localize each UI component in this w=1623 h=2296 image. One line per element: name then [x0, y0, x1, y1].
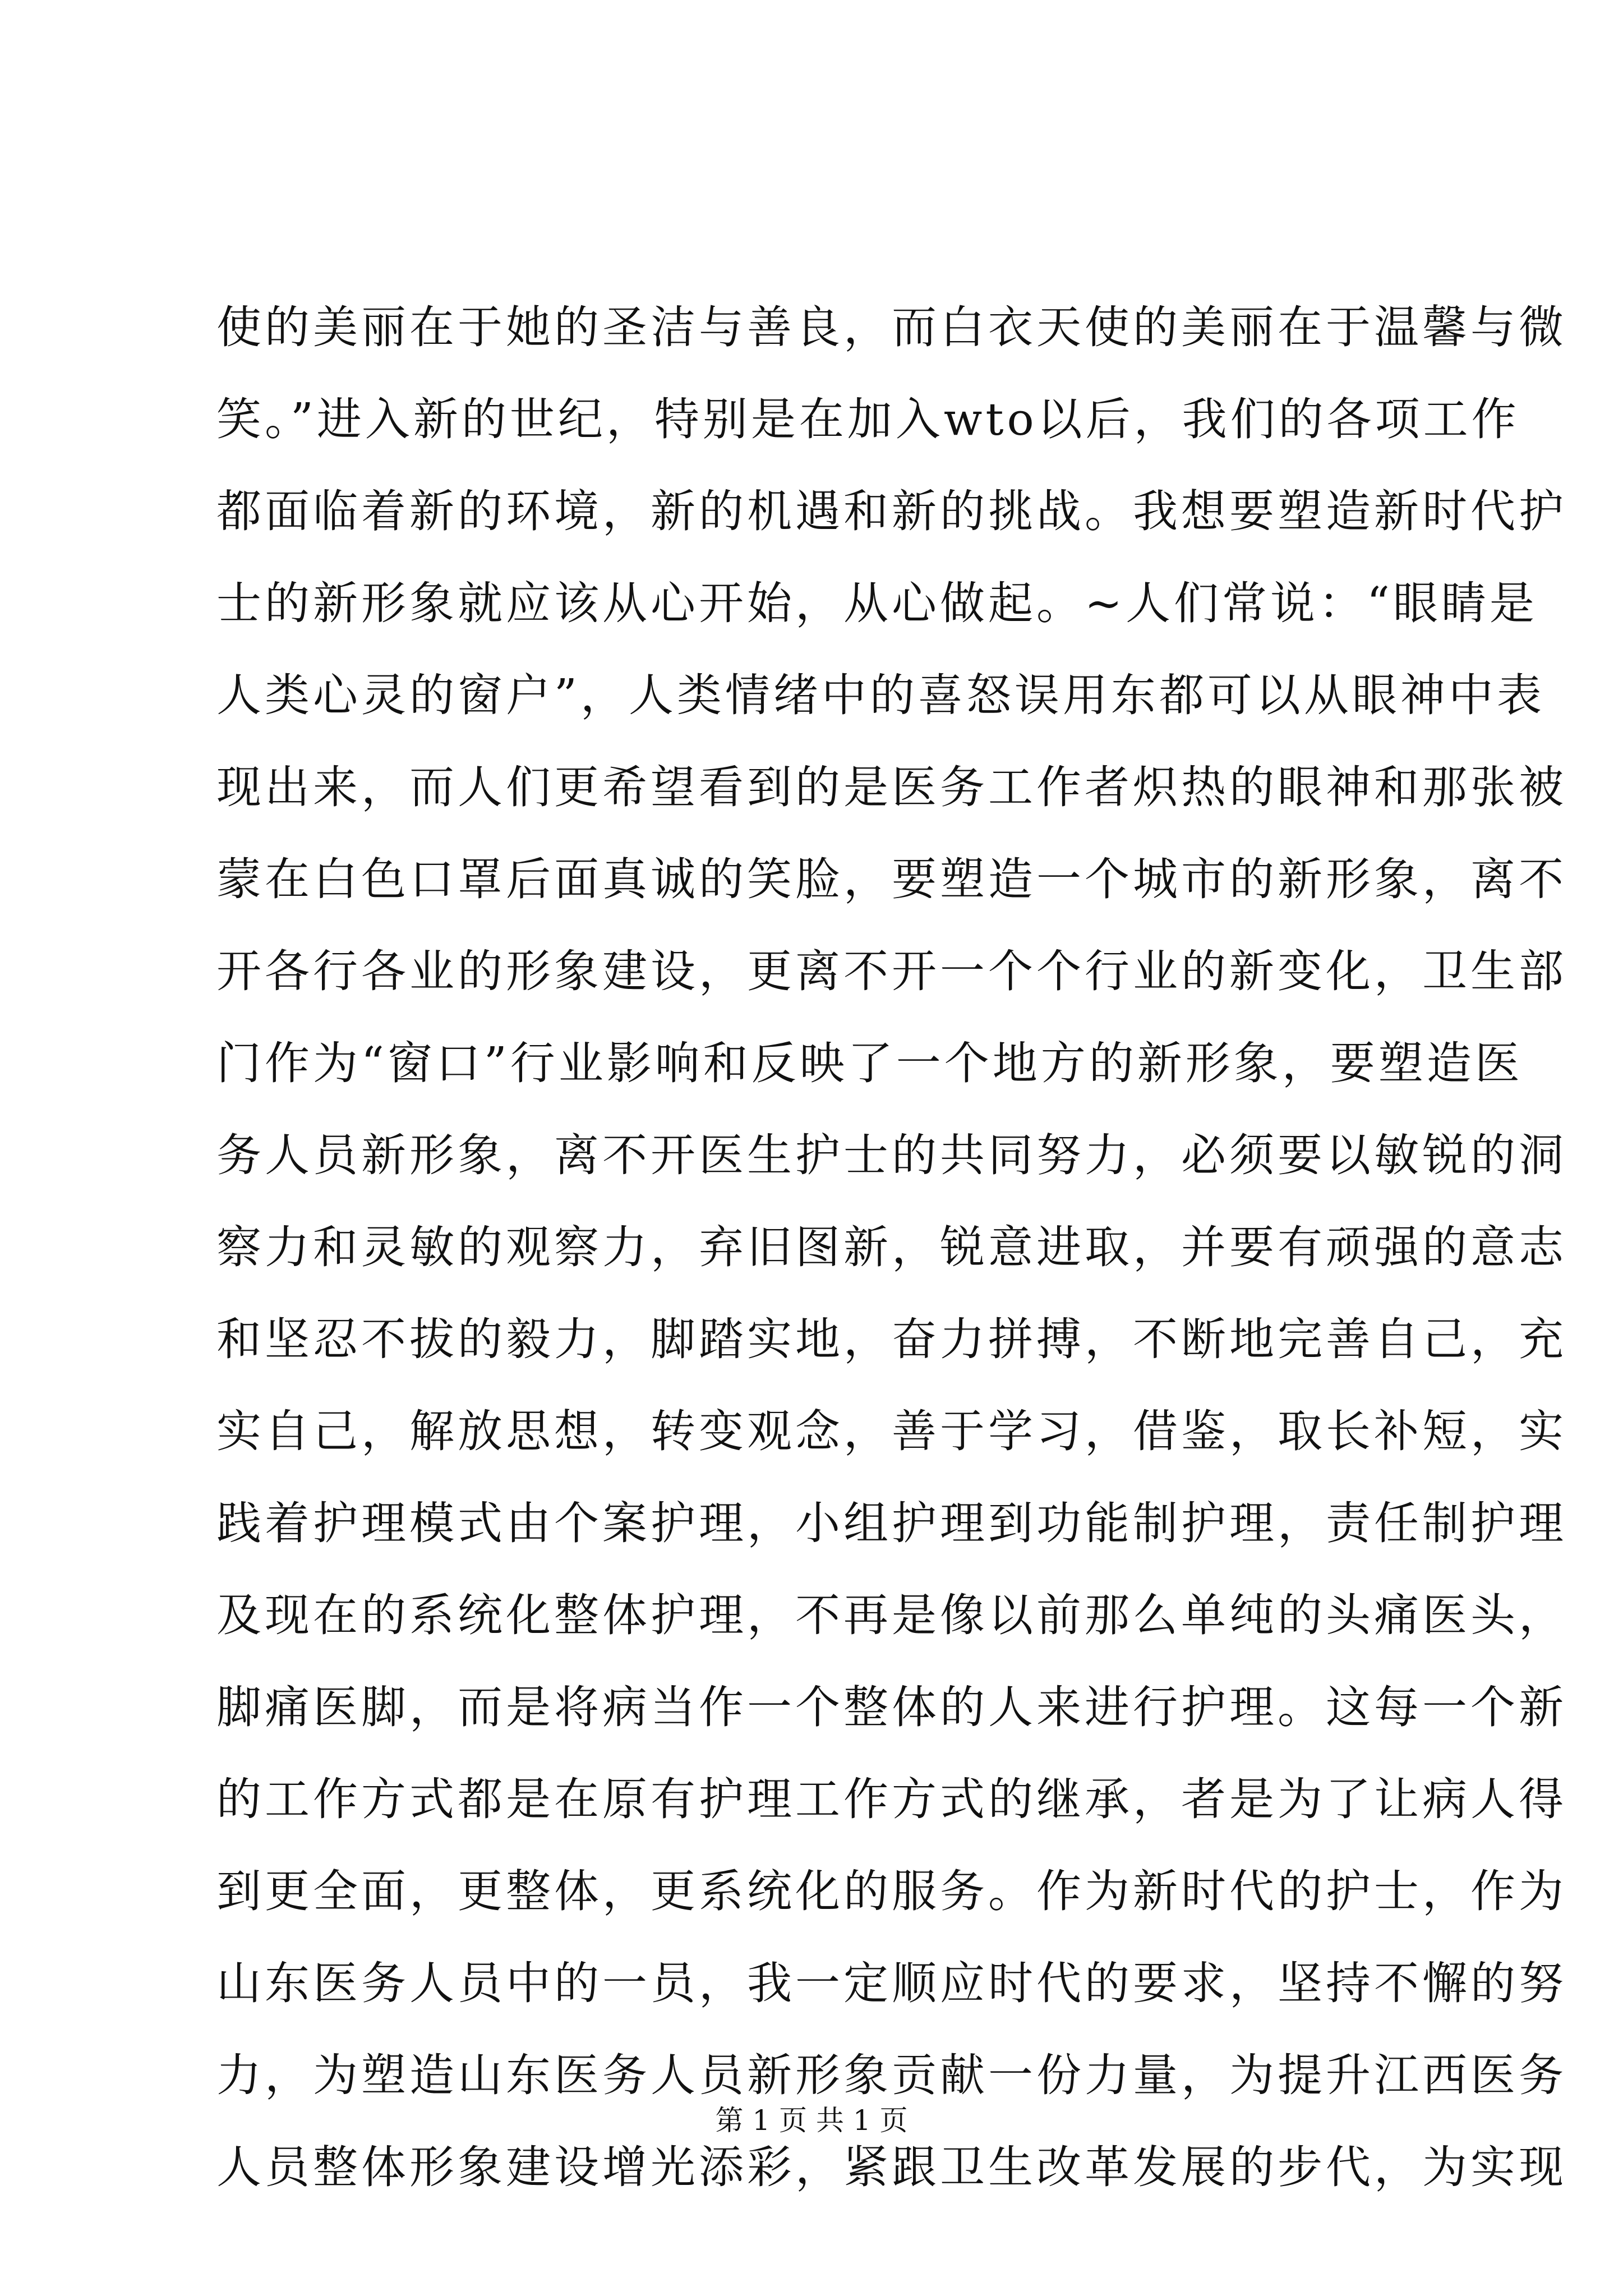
text-line: 使的美丽在于她的圣洁与善良，而白衣天使的美丽在于温馨与微: [216, 301, 1567, 353]
text-line: 山东医务人员中的一员，我一定顺应时代的要求，坚持不懈的努: [216, 1957, 1567, 2009]
text-line: 及现在的系统化整体护理，不再是像以前那么单纯的头痛医头，: [216, 1589, 1567, 1641]
text-line: 实自己，解放思想，转变观念，善于学习，借鉴，取长补短，实: [216, 1405, 1567, 1457]
text-line: 务人员新形象，离不开医生护士的共同努力，必须要以敏锐的洞: [216, 1129, 1567, 1181]
text-line: 人类心灵的窗户”，人类情绪中的喜怒误用东都可以从眼神中表: [216, 669, 1545, 721]
page-footer: [0, 2101, 1623, 2140]
text-line: 力，为塑造山东医务人员新形象贡献一份力量，为提升江西医务: [216, 2049, 1567, 2101]
text-line: 践着护理模式由个案护理，小组护理到功能制护理，责任制护理: [216, 1497, 1567, 1549]
text-line: 都面临着新的环境，新的机遇和新的挑战。我想要塑造新时代护: [216, 485, 1567, 537]
text-line: 脚痛医脚，而是将病当作一个整体的人来进行护理。这每一个新: [216, 1681, 1567, 1733]
text-line: 蒙在白色口罩后面真诚的笑脸，要塑造一个城市的新形象，离不: [216, 853, 1567, 905]
text-line: 士的新形象就应该从心开始，从心做起。~人们常说：“眼睛是: [216, 577, 1538, 629]
text-line: 现出来，而人们更希望看到的是医务工作者炽热的眼神和那张被: [216, 761, 1567, 813]
text-line: 和坚忍不拔的毅力，脚踏实地，奋力拼搏，不断地完善自己，充: [216, 1313, 1567, 1365]
text-line: 开各行各业的形象建设，更离不开一个个行业的新变化，卫生部: [216, 945, 1567, 997]
page-number-label: 第 1 页 共 1 页: [715, 2104, 908, 2137]
text-line: 人员整体形象建设增光添彩，紧跟卫生改革发展的步代，为实现: [216, 2141, 1567, 2193]
text-line: 到更全面，更整体，更系统化的服务。作为新时代的护士，作为: [216, 1865, 1567, 1917]
text-line: 的工作方式都是在原有护理工作方式的继承，者是为了让病人得: [216, 1773, 1567, 1825]
body-text: [216, 282, 1567, 2214]
text-line: 笑。”进入新的世纪，特别是在加入wto以后，我们的各项工作: [216, 393, 1520, 445]
text-line: 察力和灵敏的观察力，弃旧图新，锐意进取，并要有顽强的意志: [216, 1221, 1567, 1273]
text-line: 门作为“窗口”行业影响和反映了一个地方的新形象，要塑造医: [216, 1037, 1523, 1089]
